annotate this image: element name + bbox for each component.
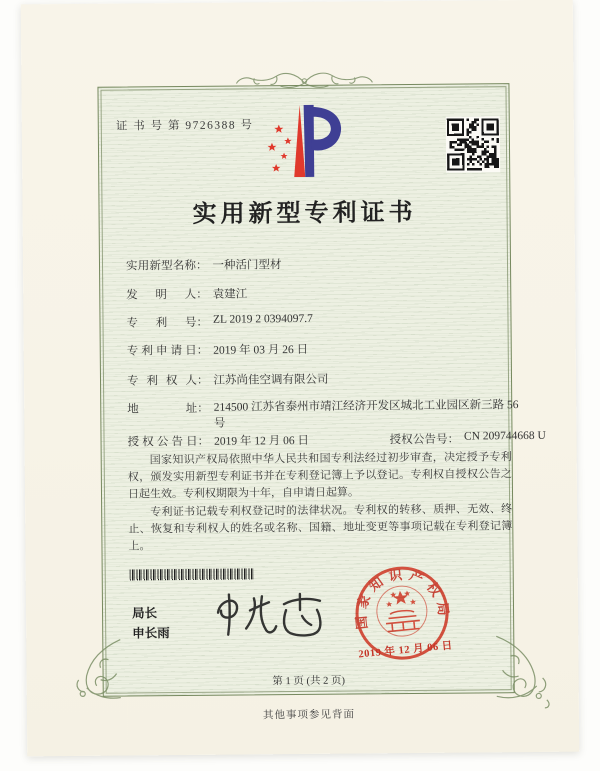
field-colon: ： [196, 374, 209, 387]
legal-paragraph-1: 国家知识产权局依照中华人民共和国专利法经过初步审查，决定授予专利权，颁发实用新型专利证书并在专利登记簿上予以登记。专利权自授权公告之日起生效。专利权期限为十年，自申请日起算。 [127, 451, 512, 501]
field-row-patentee [127, 371, 329, 389]
field-label: 实用新型名称 [125, 259, 197, 273]
field-value: ZL 2019 2 0394097.7 [212, 312, 313, 326]
field-row-patent-no [126, 313, 313, 331]
field-colon: ： [196, 316, 209, 329]
certificate-paper [21, 0, 580, 756]
field-label: 授权公告号 [389, 433, 448, 447]
legal-text [128, 449, 513, 556]
field-row-grant [127, 429, 546, 450]
signer-block [132, 603, 170, 643]
seal-agency-arc: 国家知识产权局 [353, 566, 452, 631]
field-label: 专利权人 [126, 374, 198, 388]
certificate-title: 实用新型专利证书 [192, 199, 417, 228]
signer-title: 局长 [131, 606, 158, 621]
field-colon: ： [196, 288, 208, 301]
field-colon: ： [195, 259, 208, 272]
field-value: 一种活门型材 [212, 259, 282, 272]
back-side-note: 其他事项参见背面 [262, 709, 355, 722]
field-value: CN 209744668 U [463, 429, 546, 443]
director-signature-icon [208, 588, 326, 641]
seal-date: 2019 年 12 月 06 日 [358, 640, 454, 661]
field-value: 江苏尚佳空调有限公司 [213, 373, 329, 387]
certificate-number: 证 书 号 第 9726388 号 [115, 119, 254, 133]
field-label: 地址 [127, 402, 198, 416]
legal-paragraph-2: 专利证书记载专利权登记时的法律状况。专利权的转移、质押、无效、终止、恢复和专利权人的姓名或名称、国籍、地址变更等事项记载在专利登记簿上。 [128, 502, 513, 553]
official-seal [347, 559, 456, 668]
field-value: 2019 年 12 月 06 日 [214, 434, 309, 448]
field-label: 发明人 [126, 288, 197, 302]
barcode-icon [130, 568, 254, 580]
field-label: 授权公告日 [127, 435, 198, 449]
signer-name: 申长雨 [132, 626, 170, 641]
field-value: 2019 年 03 月 26 日 [213, 343, 309, 357]
field-value: 214500 江苏省泰州市靖江经济开发区城北工业园区新三路 56 号 [213, 399, 519, 430]
field-colon: ： [197, 435, 210, 448]
field-row-name [126, 256, 282, 273]
field-row-address [127, 397, 526, 432]
field-row-inventor [126, 285, 247, 302]
field-value: 袁建江 [212, 288, 248, 301]
field-label: 专利申请日 [126, 344, 197, 358]
page-number: 第 1 页 (共 2 页) [272, 675, 346, 688]
qr-code-icon [446, 116, 500, 172]
field-label: 专利号 [126, 316, 197, 330]
field-colon: ： [447, 433, 460, 446]
cnipa-logo-icon [253, 99, 346, 186]
field-grant-no [389, 430, 545, 447]
field-colon: ： [197, 402, 209, 415]
field-colon: ： [196, 344, 209, 357]
field-row-filing-date [127, 341, 309, 359]
